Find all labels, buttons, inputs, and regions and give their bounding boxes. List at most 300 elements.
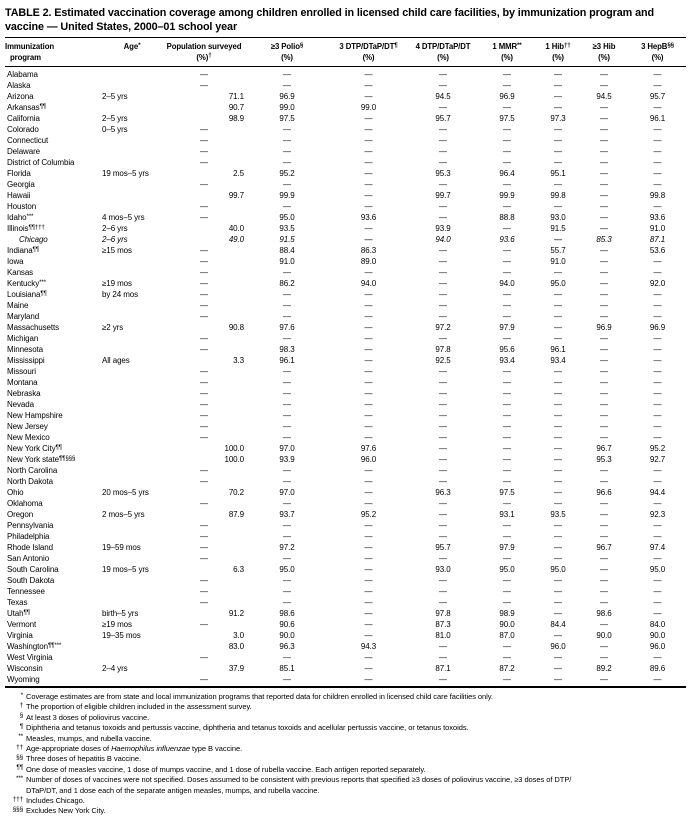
program-cell: [5, 421, 101, 432]
cell-polio-3: —: [283, 598, 291, 607]
cell-hepb-3: —: [653, 433, 662, 442]
cell-population-surveyed: —: [200, 587, 208, 596]
cell-polio-3: —: [283, 125, 291, 134]
cell-polio-3: 90.6: [279, 620, 295, 629]
program-name: Idaho: [7, 213, 27, 222]
footnote-marker: ¶¶: [55, 443, 62, 451]
age-cell: [101, 69, 163, 80]
cell-mmr-1: —: [503, 202, 511, 211]
cell-hib-1: —: [554, 235, 562, 244]
footnote-text-part: type B vaccine.: [190, 744, 243, 754]
cell-hib-1: —: [554, 477, 562, 486]
age-cell: 19–35 mos: [102, 631, 141, 640]
program-name: Nevada: [7, 400, 34, 409]
cell-hib-3: —: [600, 147, 608, 156]
cell-population-surveyed: 99.7: [228, 191, 244, 200]
cell-dtp-3: —: [364, 301, 373, 310]
cell-population-surveyed: —: [200, 367, 208, 376]
cell-hib-1: —: [554, 532, 562, 541]
table-row: [5, 597, 686, 608]
footnote-line: [6, 692, 684, 702]
program-cell: [5, 168, 101, 179]
cell-polio-3: 95.0: [279, 565, 295, 574]
footnotes: [5, 688, 686, 817]
cell-dtp-4: —: [439, 312, 447, 321]
table-row: [5, 223, 686, 234]
cell-hib-1: —: [554, 422, 562, 431]
cell-hib-3: —: [600, 565, 608, 574]
cell-mmr-1: —: [503, 312, 511, 321]
cell-population-surveyed: 87.9: [228, 510, 244, 519]
age-cell: [101, 553, 163, 564]
cell-polio-3: 96.1: [279, 356, 295, 365]
footnote-symbol: §§§: [12, 805, 23, 813]
cell-dtp-3: —: [364, 202, 373, 211]
cell-dtp-3: —: [364, 664, 373, 673]
cell-polio-3: 93.5: [279, 224, 295, 233]
age-cell: 20 mos–5 yrs: [102, 488, 149, 497]
table-row: [5, 333, 686, 344]
program-cell: [5, 432, 101, 443]
cell-hepb-3: 96.1: [649, 114, 666, 123]
title-line2: vaccine — United States, 2000–01 school year: [5, 20, 238, 33]
cell-dtp-3: —: [364, 224, 373, 233]
cell-dtp-4: —: [439, 158, 447, 167]
cell-hepb-3: —: [653, 169, 662, 178]
cell-population-surveyed: 6.3: [233, 565, 244, 574]
cell-mmr-1: —: [503, 268, 511, 277]
cell-mmr-1: —: [503, 136, 511, 145]
cell-dtp-3: —: [364, 235, 373, 244]
program-cell: [5, 355, 101, 366]
cell-mmr-1: —: [503, 455, 511, 464]
program-name: Minnesota: [7, 345, 44, 354]
program-cell: [5, 509, 101, 520]
column-header-1hib: [536, 42, 580, 63]
table-header: [5, 38, 686, 67]
footnote-symbol: **: [18, 733, 23, 741]
table-row: [5, 234, 686, 245]
footnote-text: [26, 806, 684, 816]
cell-mmr-1: —: [503, 334, 511, 343]
cell-hib-1: —: [554, 136, 562, 145]
footnote-marker: ¶¶: [32, 245, 39, 253]
cell-hib-1: —: [554, 411, 562, 420]
cell-hepb-3: —: [653, 389, 662, 398]
age-cell: [101, 366, 163, 377]
footnote-text-part: Coverage estimates are from state and local immunization programs that reported data for children enrolled in licensed child care facilities only.: [26, 692, 493, 701]
cell-dtp-3: —: [364, 422, 373, 431]
age-cell: [101, 652, 163, 663]
age-cell: All ages: [102, 356, 130, 365]
table-row: [5, 652, 686, 663]
age-cell: 2–6 yrs: [102, 235, 128, 244]
cell-population-surveyed: 2.5: [233, 169, 244, 178]
age-cell: 2–4 yrs: [102, 664, 128, 673]
cell-hepb-3: 91.0: [649, 224, 666, 233]
cell-polio-3: —: [283, 411, 291, 420]
footnote-marker: ¶¶§§§: [58, 454, 76, 462]
age-cell: [101, 146, 163, 157]
age-cell: 2–5 yrs: [102, 92, 128, 101]
table-row: [5, 377, 686, 388]
age-cell: 2–6 yrs: [102, 224, 128, 233]
cell-dtp-4: —: [439, 598, 447, 607]
age-cell: 0–5 yrs: [102, 125, 128, 134]
cell-hepb-3: 95.2: [649, 444, 666, 453]
program-cell: [5, 520, 101, 531]
footnote-text: [26, 713, 684, 723]
program-cell: [5, 256, 101, 267]
cell-dtp-3: —: [364, 631, 373, 640]
cell-dtp-4: —: [439, 576, 447, 585]
age-cell: [101, 520, 163, 531]
cell-hib-1: —: [554, 466, 562, 475]
age-cell: [101, 531, 163, 542]
program-cell: [5, 542, 101, 553]
cell-hepb-3: —: [653, 268, 662, 277]
cell-hib-1: 93.4: [550, 356, 566, 365]
footnote-text-part: Diphtheria and tetanus toxoids and pertussis vaccine, diphtheria and tetanus toxoids and acellular pertussis vaccine, or tetanus toxoids.: [26, 723, 469, 733]
cell-polio-3: —: [283, 422, 291, 431]
cell-hib-1: —: [554, 92, 562, 101]
cell-dtp-4: —: [439, 81, 447, 90]
footnote-line: [6, 713, 684, 723]
cell-population-surveyed: —: [200, 433, 208, 442]
cell-polio-3: —: [283, 378, 291, 387]
age-cell: [101, 476, 163, 487]
table-row: [5, 267, 686, 278]
program-cell: [5, 333, 101, 344]
cell-polio-3: 88.4: [279, 246, 295, 255]
program-cell: [5, 652, 101, 663]
cell-population-surveyed: —: [200, 246, 208, 255]
footnote-marker: ***: [39, 278, 46, 286]
age-cell: [101, 333, 163, 344]
cell-polio-3: —: [283, 81, 291, 90]
cell-polio-3: 90.0: [279, 631, 295, 640]
footnote-text-part: Measles, mumps, and rubella vaccine.: [26, 733, 152, 743]
cell-hib-1: —: [554, 598, 562, 607]
cell-polio-3: —: [283, 499, 291, 508]
cell-hib-1: —: [554, 334, 562, 343]
cell-hepb-3: —: [653, 466, 662, 475]
header-text: (%): [651, 52, 664, 62]
cell-mmr-1: —: [503, 400, 511, 409]
cell-dtp-3: —: [364, 389, 373, 398]
cell-hib-1: —: [554, 290, 562, 299]
program-name: Massachusetts: [7, 323, 60, 332]
cell-hepb-3: —: [653, 675, 662, 684]
cell-mmr-1: 87.0: [499, 631, 515, 640]
cell-hib-3: —: [600, 125, 608, 134]
table-row: [5, 113, 686, 124]
cell-hepb-3: —: [653, 532, 662, 541]
table-row: [5, 124, 686, 135]
cell-hib-1: —: [554, 367, 562, 376]
program-name: Oregon: [7, 510, 34, 519]
cell-hib-1: —: [554, 147, 562, 156]
cell-dtp-4: —: [439, 521, 447, 530]
cell-hepb-3: —: [653, 334, 662, 343]
cell-polio-3: 85.1: [279, 664, 295, 673]
cell-hib-3: —: [600, 400, 608, 409]
cell-population-surveyed: —: [200, 70, 208, 79]
cell-mmr-1: 96.9: [499, 92, 515, 101]
cell-hepb-3: —: [653, 499, 662, 508]
cell-mmr-1: —: [503, 290, 511, 299]
column-header-3hib: [580, 42, 628, 63]
cell-mmr-1: 94.0: [499, 279, 515, 288]
cell-hib-3: —: [600, 433, 608, 442]
cell-dtp-3: —: [364, 433, 373, 442]
footnote-text-part: Three doses of hepatitis B vaccine.: [26, 754, 141, 764]
cell-hib-3: —: [600, 268, 608, 277]
program-cell: [5, 135, 101, 146]
cell-hib-3: —: [600, 279, 608, 288]
age-cell: [101, 201, 163, 212]
program-name: Ohio: [7, 488, 24, 497]
cell-polio-3: —: [283, 290, 291, 299]
cell-dtp-3: —: [364, 554, 373, 563]
cell-dtp-4: 87.1: [435, 664, 451, 673]
program-cell: [5, 344, 101, 355]
cell-polio-3: 97.5: [279, 114, 295, 123]
cell-hib-3: —: [600, 312, 608, 321]
cell-dtp-3: —: [364, 532, 373, 541]
table-row: [5, 157, 686, 168]
program-cell: [5, 190, 101, 201]
cell-dtp-3: —: [364, 290, 373, 299]
cell-polio-3: —: [283, 400, 291, 409]
cell-population-surveyed: —: [200, 400, 208, 409]
program-cell: [5, 311, 101, 322]
age-cell: birth–5 yrs: [102, 609, 139, 618]
cell-hib-3: —: [600, 257, 608, 266]
footnote-symbol: †††: [12, 795, 23, 803]
cell-mmr-1: —: [503, 411, 511, 420]
cell-dtp-3: —: [364, 565, 373, 574]
cell-mmr-1: —: [503, 125, 511, 134]
footnote-line: [6, 723, 684, 733]
cell-hib-1: 93.0: [550, 213, 566, 222]
cell-hib-3: —: [600, 532, 608, 541]
cell-hib-1: —: [554, 587, 562, 596]
cell-polio-3: 98.3: [279, 345, 295, 354]
cell-hib-3: 85.3: [596, 235, 612, 244]
cell-polio-3: —: [283, 202, 291, 211]
cell-population-surveyed: 40.0: [228, 224, 244, 233]
cell-dtp-4: 92.5: [435, 356, 451, 365]
cell-population-surveyed: —: [200, 389, 208, 398]
cell-polio-3: 95.2: [279, 169, 295, 178]
cell-hepb-3: 97.4: [649, 543, 666, 552]
header-text: 1 MMR: [492, 42, 518, 51]
cell-hib-1: —: [554, 631, 562, 640]
program-cell: [5, 80, 101, 91]
cell-population-surveyed: —: [200, 466, 208, 475]
program-cell: [5, 91, 101, 102]
age-cell: [101, 190, 163, 201]
cell-hepb-3: —: [653, 202, 662, 211]
cell-dtp-3: —: [364, 334, 373, 343]
cell-hepb-3: —: [653, 400, 662, 409]
header-text: ≥3 Polio: [270, 42, 300, 51]
cell-hib-1: —: [554, 488, 562, 497]
cell-hib-3: —: [600, 158, 608, 167]
footnote-line: [6, 775, 684, 785]
cell-polio-3: 98.6: [279, 609, 295, 618]
program-name: Wyoming: [7, 675, 40, 684]
program-name: Washington: [7, 642, 48, 651]
cell-dtp-3: —: [364, 191, 373, 200]
cell-dtp-3: 86.3: [360, 246, 377, 255]
cell-dtp-4: —: [439, 279, 447, 288]
cell-mmr-1: —: [503, 477, 511, 486]
cell-polio-3: —: [283, 554, 291, 563]
cell-polio-3: —: [283, 367, 291, 376]
cell-hib-3: —: [600, 499, 608, 508]
cell-polio-3: 97.0: [279, 444, 295, 453]
footnote-text: [26, 754, 684, 764]
cell-mmr-1: —: [503, 521, 511, 530]
age-cell: by 24 mos: [102, 290, 139, 299]
cell-polio-3: —: [283, 466, 291, 475]
program-name: Wisconsin: [7, 664, 43, 673]
cell-polio-3: —: [283, 334, 291, 343]
program-name: Virginia: [7, 631, 33, 640]
cell-dtp-3: 97.6: [360, 444, 377, 453]
program-cell: [5, 674, 101, 685]
cell-hib-3: 96.7: [596, 444, 612, 453]
cell-dtp-3: —: [364, 356, 373, 365]
cell-population-surveyed: —: [200, 147, 208, 156]
cell-polio-3: —: [283, 477, 291, 486]
column-header-3dtp: [329, 42, 408, 63]
table-row: [5, 102, 686, 113]
cell-hib-1: 96.1: [550, 345, 566, 354]
table-row: [5, 476, 686, 487]
cell-hib-1: 91.5: [550, 224, 566, 233]
cell-hib-3: —: [600, 466, 608, 475]
cell-hepb-3: —: [653, 70, 662, 79]
cell-hib-1: —: [554, 268, 562, 277]
table-row: [5, 509, 686, 520]
footnote-symbol: ††: [16, 743, 23, 751]
program-cell: [5, 630, 101, 641]
program-cell: [5, 531, 101, 542]
table-row: [5, 520, 686, 531]
program-name: Maine: [7, 301, 29, 310]
cell-dtp-4: —: [439, 246, 447, 255]
footnote-symbol: ***: [16, 774, 23, 782]
table-row: [5, 322, 686, 333]
footnote-marker: †: [208, 52, 212, 59]
cell-dtp-3: —: [364, 158, 373, 167]
cell-dtp-3: —: [364, 609, 373, 618]
cell-mmr-1: —: [503, 587, 511, 596]
header-text: (%): [437, 52, 449, 62]
cell-population-surveyed: —: [200, 521, 208, 530]
cell-population-surveyed: 100.0: [224, 455, 244, 464]
program-name: California: [7, 114, 40, 123]
program-name: Kansas: [7, 268, 34, 277]
column-header-population: [163, 42, 245, 63]
cell-mmr-1: —: [503, 224, 511, 233]
cell-dtp-3: —: [364, 180, 373, 189]
cell-mmr-1: —: [503, 103, 511, 112]
age-cell: ≥19 mos: [102, 279, 132, 288]
cell-mmr-1: —: [503, 389, 511, 398]
column-header-hepb: [628, 42, 687, 63]
program-name: Alaska: [7, 81, 31, 90]
cell-dtp-3: —: [364, 92, 373, 101]
cell-dtp-3: 94.3: [360, 642, 377, 651]
cell-dtp-3: —: [364, 488, 373, 497]
cell-hepb-3: —: [653, 125, 662, 134]
page-title: [5, 7, 686, 34]
age-cell: [101, 377, 163, 388]
cell-mmr-1: 97.5: [499, 114, 515, 123]
cell-dtp-3: —: [364, 411, 373, 420]
cell-polio-3: 93.7: [279, 510, 295, 519]
footnote-symbol: †: [19, 701, 23, 709]
cell-mmr-1: —: [503, 147, 511, 156]
header-text: Population surveyed: [166, 42, 242, 51]
program-name: Indiana: [7, 246, 33, 255]
cell-dtp-4: 97.2: [435, 323, 451, 332]
cell-mmr-1: —: [503, 675, 511, 684]
cell-hib-3: —: [600, 598, 608, 607]
cell-population-surveyed: —: [200, 345, 208, 354]
cell-population-surveyed: 90.8: [228, 323, 244, 332]
cell-mmr-1: —: [503, 378, 511, 387]
table-row: [5, 179, 686, 190]
cell-mmr-1: —: [503, 532, 511, 541]
cell-dtp-4: 96.3: [435, 488, 451, 497]
cell-hepb-3: —: [653, 422, 662, 431]
cell-dtp-3: 95.2: [360, 510, 377, 519]
footnote-marker: ***: [26, 212, 34, 220]
cell-dtp-4: —: [439, 587, 447, 596]
cell-dtp-4: —: [439, 378, 447, 387]
program-name: North Dakota: [7, 477, 53, 486]
cell-polio-3: —: [283, 312, 291, 321]
cell-hib-1: —: [554, 378, 562, 387]
cell-dtp-4: —: [439, 444, 447, 453]
table-row: [5, 531, 686, 542]
cell-population-surveyed: —: [200, 202, 208, 211]
table-row: [5, 542, 686, 553]
table-row: [5, 278, 686, 289]
cell-hib-3: 98.6: [596, 609, 612, 618]
program-name: New Jersey: [7, 422, 48, 431]
cell-hepb-3: 95.7: [649, 92, 666, 101]
cell-hib-1: 95.1: [550, 169, 566, 178]
cell-hepb-3: 96.0: [649, 642, 666, 651]
cell-dtp-4: —: [439, 400, 447, 409]
table-row: [5, 135, 686, 146]
cell-hib-3: —: [600, 356, 608, 365]
cell-hib-1: —: [554, 301, 562, 310]
cell-dtp-4: —: [439, 213, 447, 222]
cell-hib-3: —: [600, 411, 608, 420]
table-row: [5, 586, 686, 597]
column-header-program: [5, 42, 101, 63]
cell-mmr-1: 95.0: [499, 565, 515, 574]
cell-hib-1: 97.3: [550, 114, 566, 123]
cell-hib-1: —: [554, 103, 562, 112]
